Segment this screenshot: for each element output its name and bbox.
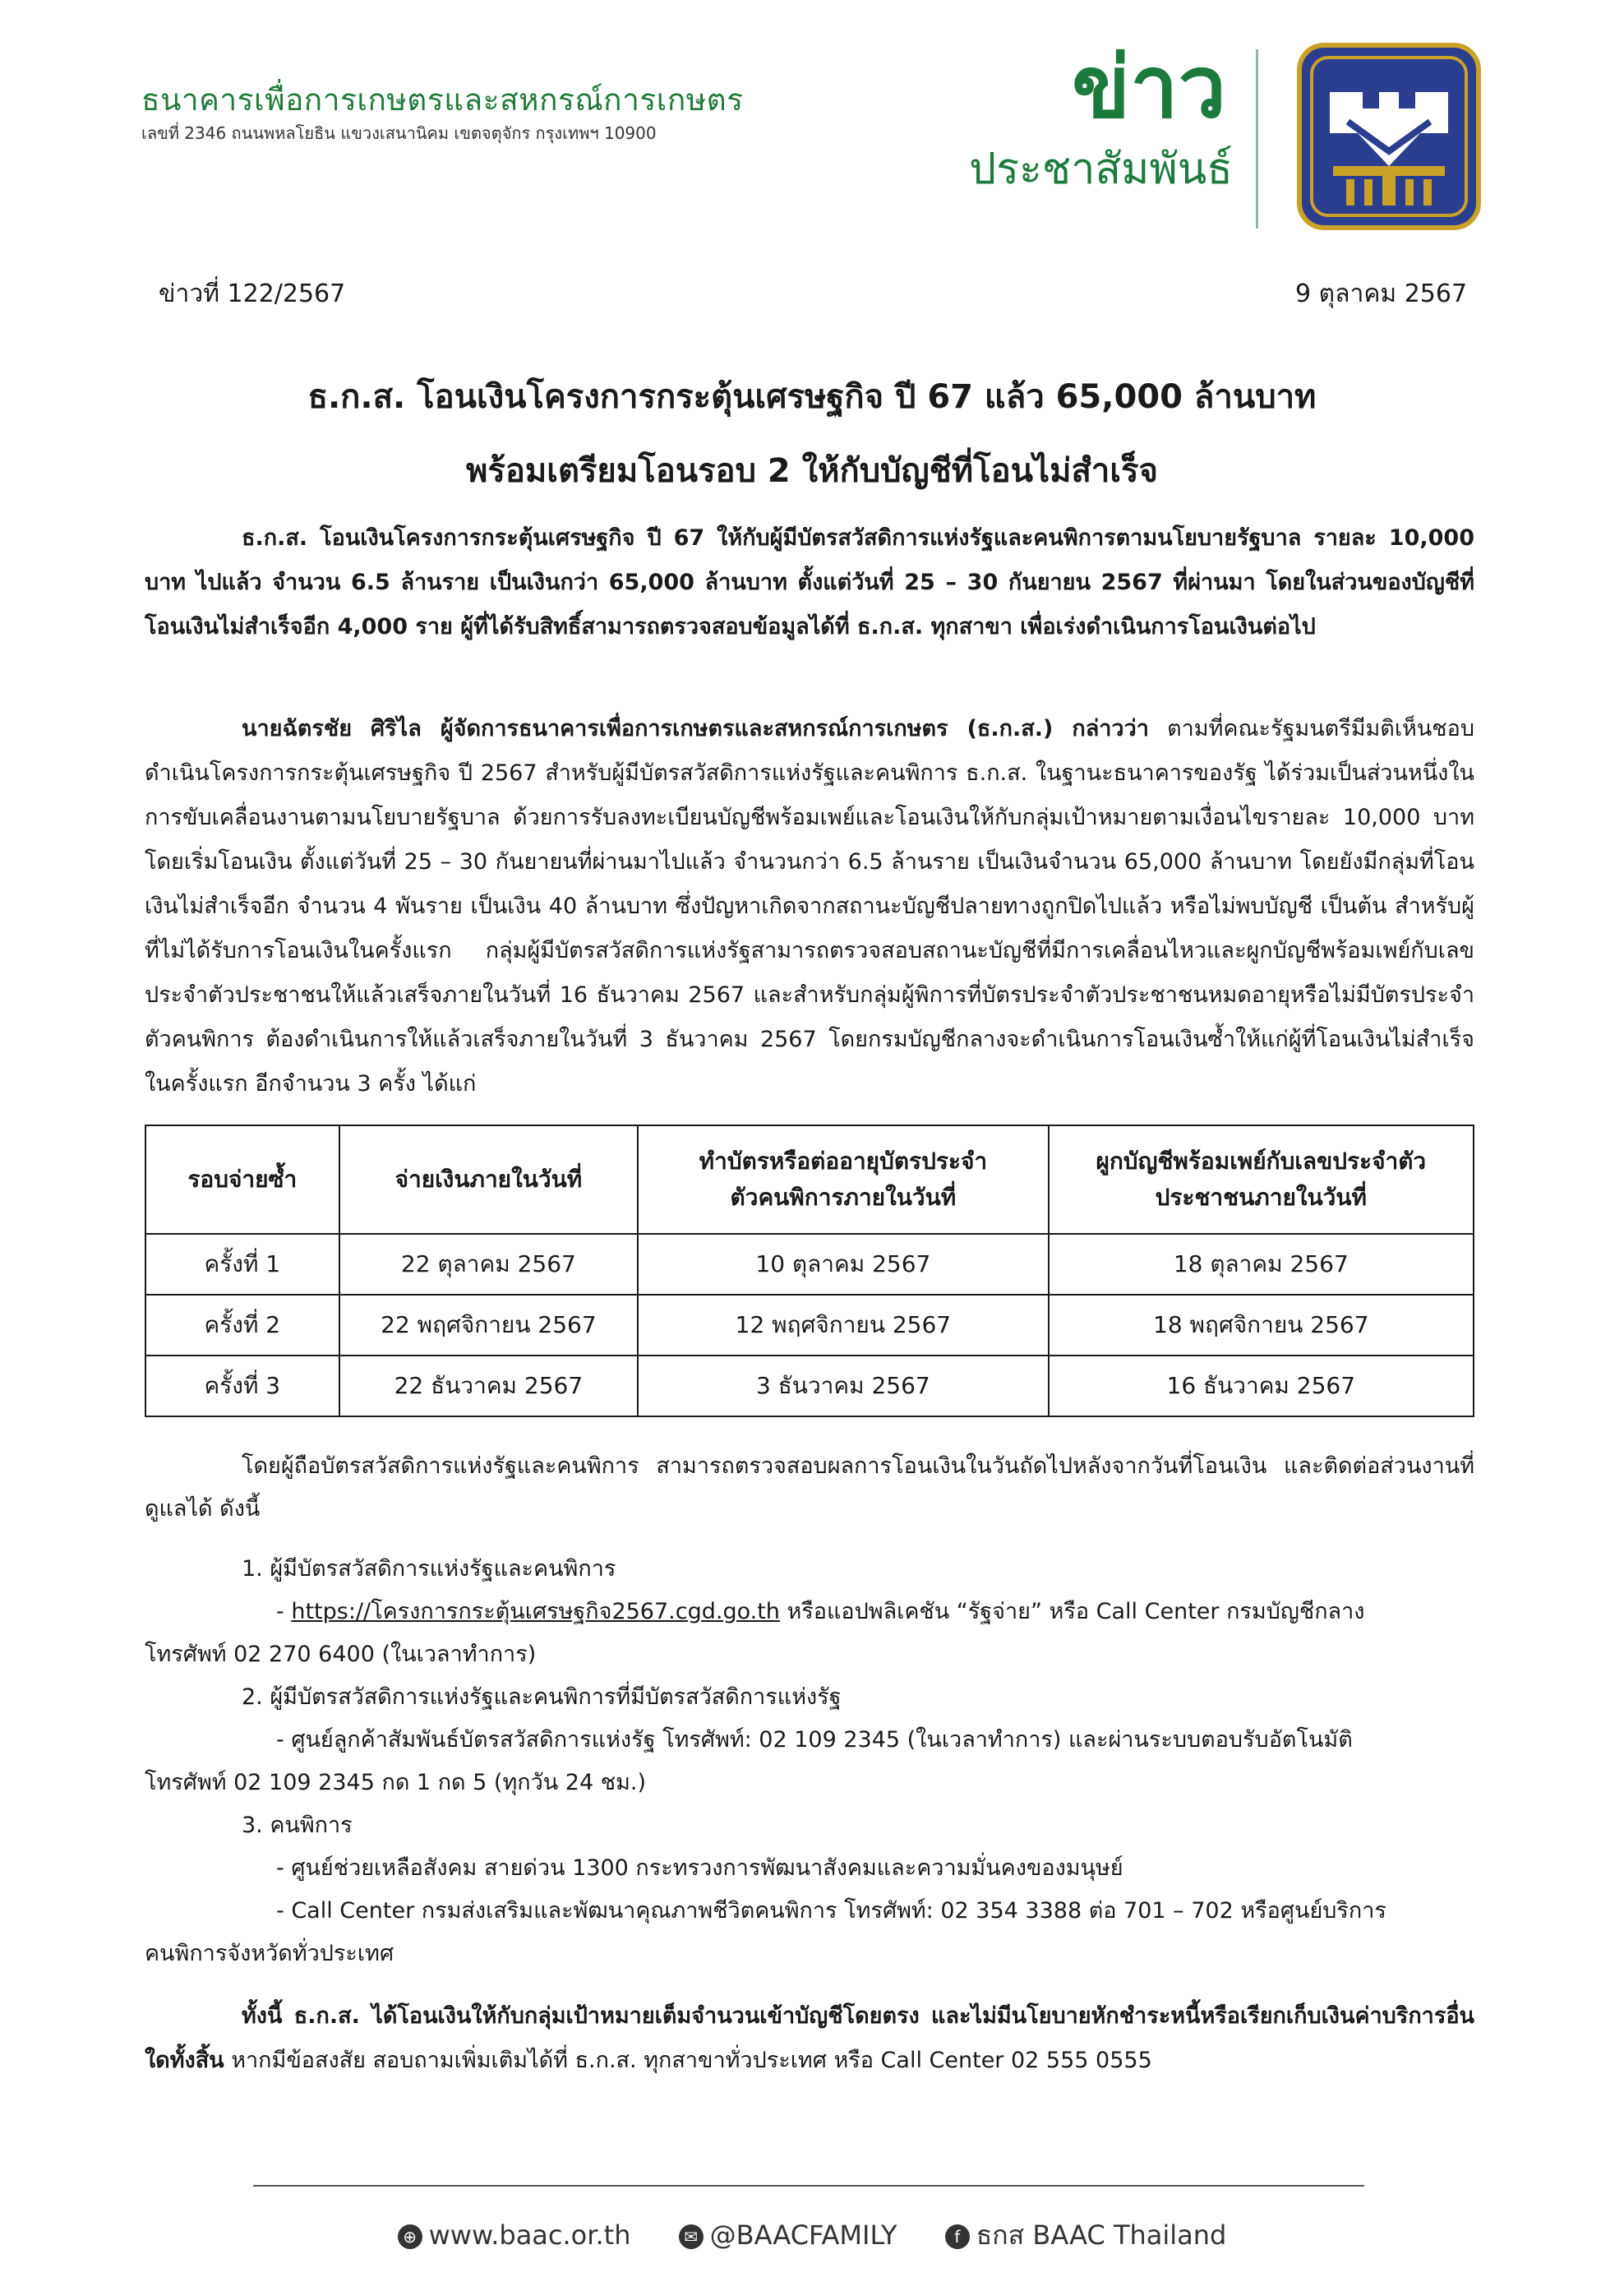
contact-item-1-title: 1. ผู้มีบัตรสวัสดิการแห่งรัฐและคนพิการ (242, 1556, 616, 1582)
table-cell: ครั้งที่ 3 (145, 1356, 339, 1416)
header-divider (1256, 49, 1258, 229)
footer-line[interactable] (679, 2219, 897, 2251)
table-cell: ครั้งที่ 2 (145, 1295, 339, 1356)
table-row (145, 1295, 1474, 1356)
table-cell: ครั้งที่ 1 (145, 1234, 339, 1295)
table-cell: 22 ตุลาคม 2567 (339, 1234, 639, 1295)
bank-name: ธนาคารเพื่อการเกษตรและสหกรณ์การเกษตร (141, 82, 744, 118)
repayment-schedule-table (145, 1125, 1474, 1417)
contact-item-1-rest: หรือแอปพลิเคชัน “รัฐจ่าย” หรือ Call Center กรมบัญชีกลาง (779, 1599, 1365, 1624)
contact-item-3-line-3: คนพิการจังหวัดทั่วประเทศ (145, 1941, 394, 1966)
globe-icon: ⊕ (398, 2224, 422, 2249)
footer-facebook[interactable] (945, 2219, 1227, 2251)
table-cell: 22 ธันวาคม 2567 (339, 1356, 639, 1416)
footer (0, 2215, 1624, 2256)
footer-rule (253, 2185, 1364, 2187)
contacts-intro: โดยผู้ถือบัตรสวัสดิการแห่งรัฐและคนพิการ สามารถตรวจสอบผลการโอนเงินในวันถัดไปหลังจากวันที่โอนเงิน และติดต่อส่วนงานที่ดูแลได้ ดังนี้ (145, 1453, 1474, 1522)
facebook-icon: f (945, 2224, 970, 2249)
contact-item-3-line-2: - Call Center กรมส่งเสริมและพัฒนาคุณภาพชีวิตคนพิการ โทรศัพท์: 02 354 3388 ต่อ 701 – 702 หรือศูนย์บริการ (276, 1898, 1386, 1924)
body-paragraph-2 (145, 707, 1474, 1106)
body-paragraph-2-text: ตามที่คณะรัฐมนตรีมีมติเห็นชอบดำเนินโครงการกระตุ้นเศรษฐกิจ ปี 2567 สำหรับผู้มีบัตรสวัสดิการแห่งรัฐและคนพิการ ธ.ก.ส. ในฐานะธนาคารของรัฐ ได้ร่วมเป็นส่วนหนึ่งในการขับเคลื่อนงานตามนโยบายรัฐบาล ด้วยการรับลงทะเบียนบัญชีพร้อมเพย์และโอนเงินให้กับกลุ่มเป้าหมายตามเงื่อนไขรายละ 10,000 บาท โดยเริ่มโอนเงิน ตั้งแต่วันที่ 25 – 30 กันยายนที่ผ่านมาไปแล้ว จำนวนกว่า 6.5 ล้านราย เป็นเงินจำนวน 65,000 ล้านบาท โดยยังมีกลุ่มที่โอนเงินไม่สำเร็จอีก จำนวน 4 พันราย เป็นเงิน 40 ล้านบาท ซึ่งปัญหาเกิดจากสถานะบัญชีปลายทางถูกปิดไปแล้ว หรือไม่พบบัญชี เป็นต้น สำหรับผู้ที่ไม่ได้รับการโอนเงินในครั้งแรก กลุ่มผู้มีบัตรสวัสดิการแห่งรัฐสามารถตรวจสอบสถานะบัญชีที่มีการเคลื่อนไหวและผูกบัญชีพร้อมเพย์กับเลขประจำตัวประชาชนให้แล้วเสร็จภายในวันที่ 16 ธันวาคม 2567 และสำหรับกลุ่มผู้พิการที่บัตรประจำตัวประชาชนหมดอายุหรือไม่มีบัตรประจำตัวคนพิการ ต้องดำเนินการให้แล้วเสร็จภายในวันที่ 3 ธันวาคม 2567 โดยกรมบัญชีกลางจะดำเนินการโอนเงินซ้ำให้แก่ผู้ที่โอนเงินไม่สำเร็จในครั้งแรก อีกจำนวน 3 ครั้ง ได้แก่ (145, 716, 1474, 1097)
contact-item-3-title: 3. คนพิการ (242, 1813, 353, 1838)
contact-item-1-line: - https://โครงการกระตุ้นเศรษฐกิจ2567.cgd.go.th หรือแอปพลิเคชัน “รัฐจ่าย” หรือ Call Center กรมบัญชีกลาง (276, 1599, 1365, 1624)
contact-item-2-title: 2. ผู้มีบัตรสวัสดิการแห่งรัฐและคนพิการที่มีบัตรสวัสดิการแห่งรัฐ (242, 1684, 842, 1710)
contact-item-3-line-1: - ศูนย์ช่วยเหลือสังคม สายด่วน 1300 กระทรวงการพัฒนาสังคมและความมั่นคงของมนุษย์ (276, 1855, 1123, 1881)
footer-line-label: @BAACFAMILY (709, 2219, 897, 2251)
table-header-cell: ผูกบัญชีพร้อมเพย์กับเลขประจำตัวประชาชนภายในวันที่ (1049, 1125, 1474, 1234)
table-cell: 18 ตุลาคม 2567 (1049, 1234, 1474, 1295)
table-header-cell: รอบจ่ายซ้ำ (145, 1125, 339, 1234)
line-chat-icon: ✉ (679, 2224, 704, 2249)
cgd-website-link[interactable]: https://โครงการกระตุ้นเศรษฐกิจ2567.cgd.go.th (291, 1599, 780, 1624)
table-cell: 12 พฤศจิกายน 2567 (638, 1295, 1048, 1356)
closing-bold: ทั้งนี้ ธ.ก.ส. ได้โอนเงินให้กับกลุ่มเป้าหมายเต็มจำนวนเข้าบัญชีโดยตรง และไม่มีนโยบายหักชำระหนี้หรือเรียกเก็บเงินค่าบริการอื่นใดทั้งสิ้น (145, 2003, 1474, 2073)
press-release-title (904, 37, 1233, 212)
table-row (145, 1356, 1474, 1416)
headline-line-2: พร้อมเตรียมโอนรอบ 2 ให้กับบัญชีที่โอนไม่สำเร็จ (466, 452, 1158, 490)
pr-title: ข่าว (1072, 37, 1226, 137)
headline-line-1: ธ.ก.ส. โอนเงินโครงการกระตุ้นเศรษฐกิจ ปี 67 แล้ว 65,000 ล้านบาท (307, 378, 1317, 416)
bank-address: เลขที่ 2346 ถนนพหลโยธิน แขวงเสนานิคม เขตจตุจักร กรุงเทพฯ 10900 (141, 123, 657, 143)
closing-paragraph (145, 1994, 1474, 2083)
footer-website-label: www.baac.or.th (428, 2219, 631, 2251)
table-cell: 10 ตุลาคม 2567 (638, 1234, 1048, 1295)
contact-item-2-line-1: - ศูนย์ลูกค้าสัมพันธ์บัตรสวัสดิการแห่งรัฐ โทรศัพท์: 02 109 2345 (ในเวลาทำการ) และผ่านระบบตอบรับอัตโนมัติ (276, 1727, 1353, 1753)
table-header-row (145, 1125, 1474, 1234)
contact-item-2-line-2: โทรศัพท์ 02 109 2345 กด 1 กด 5 (ทุกวัน 24 ชม.) (145, 1770, 646, 1795)
table-cell: 3 ธันวาคม 2567 (638, 1356, 1048, 1416)
body-paragraph-1: ธ.ก.ส. โอนเงินโครงการกระตุ้นเศรษฐกิจ ปี 67 ให้กับผู้มีบัตรสวัสดิการแห่งรัฐและคนพิการตามนโยบายรัฐบาล รายละ 10,000 บาท ไปแล้ว จำนวน 6.5 ล้านราย เป็นเงินกว่า 65,000 ล้านบาท ตั้งแต่วันที่ 25 – 30 กันยายน 2567 ที่ผ่านมา โดยในส่วนของบัญชีที่โอนเงินไม่สำเร็จอีก 4,000 ราย ผู้ที่ได้รับสิทธิ์สามารถตรวจสอบข้อมูลได้ที่ ธ.ก.ส. ทุกสาขา เพื่อเร่งดำเนินการโอนเงินต่อไป (145, 525, 1474, 640)
footer-facebook-label: ธกส BAAC Thailand (976, 2219, 1227, 2251)
table-cell: 16 ธันวาคม 2567 (1049, 1356, 1474, 1416)
pr-subtitle: ประชาสัมพันธ์ (969, 145, 1233, 194)
closing-rest: หากมีข้อสงสัย สอบถามเพิ่มเติมได้ที่ ธ.ก.ส. ทุกสาขาทั่วประเทศ หรือ Call Center 02 555 0555 (224, 2048, 1152, 2073)
table-row (145, 1234, 1474, 1295)
contact-item-1-phone: โทรศัพท์ 02 270 6400 (ในเวลาทำการ) (145, 1642, 537, 1667)
table-cell: 22 พฤศจิกายน 2567 (339, 1295, 639, 1356)
table-header-cell: จ่ายเงินภายในวันที่ (339, 1125, 639, 1234)
table-header-cell: ทำบัตรหรือต่ออายุบัตรประจำตัวคนพิการภายในวันที่ (638, 1125, 1048, 1234)
footer-website[interactable] (398, 2219, 631, 2251)
news-number: ข่าวที่ 122/2567 (159, 279, 346, 308)
speaker-lead: นายฉัตรชัย ศิริไล ผู้จัดการธนาคารเพื่อการเกษตรและสหกรณ์การเกษตร (ธ.ก.ส.) กล่าวว่า (242, 716, 1149, 741)
table-cell: 18 พฤศจิกายน 2567 (1049, 1295, 1474, 1356)
news-date: 9 ตุลาคม 2567 (1295, 279, 1468, 308)
baac-logo-icon (1297, 43, 1481, 230)
